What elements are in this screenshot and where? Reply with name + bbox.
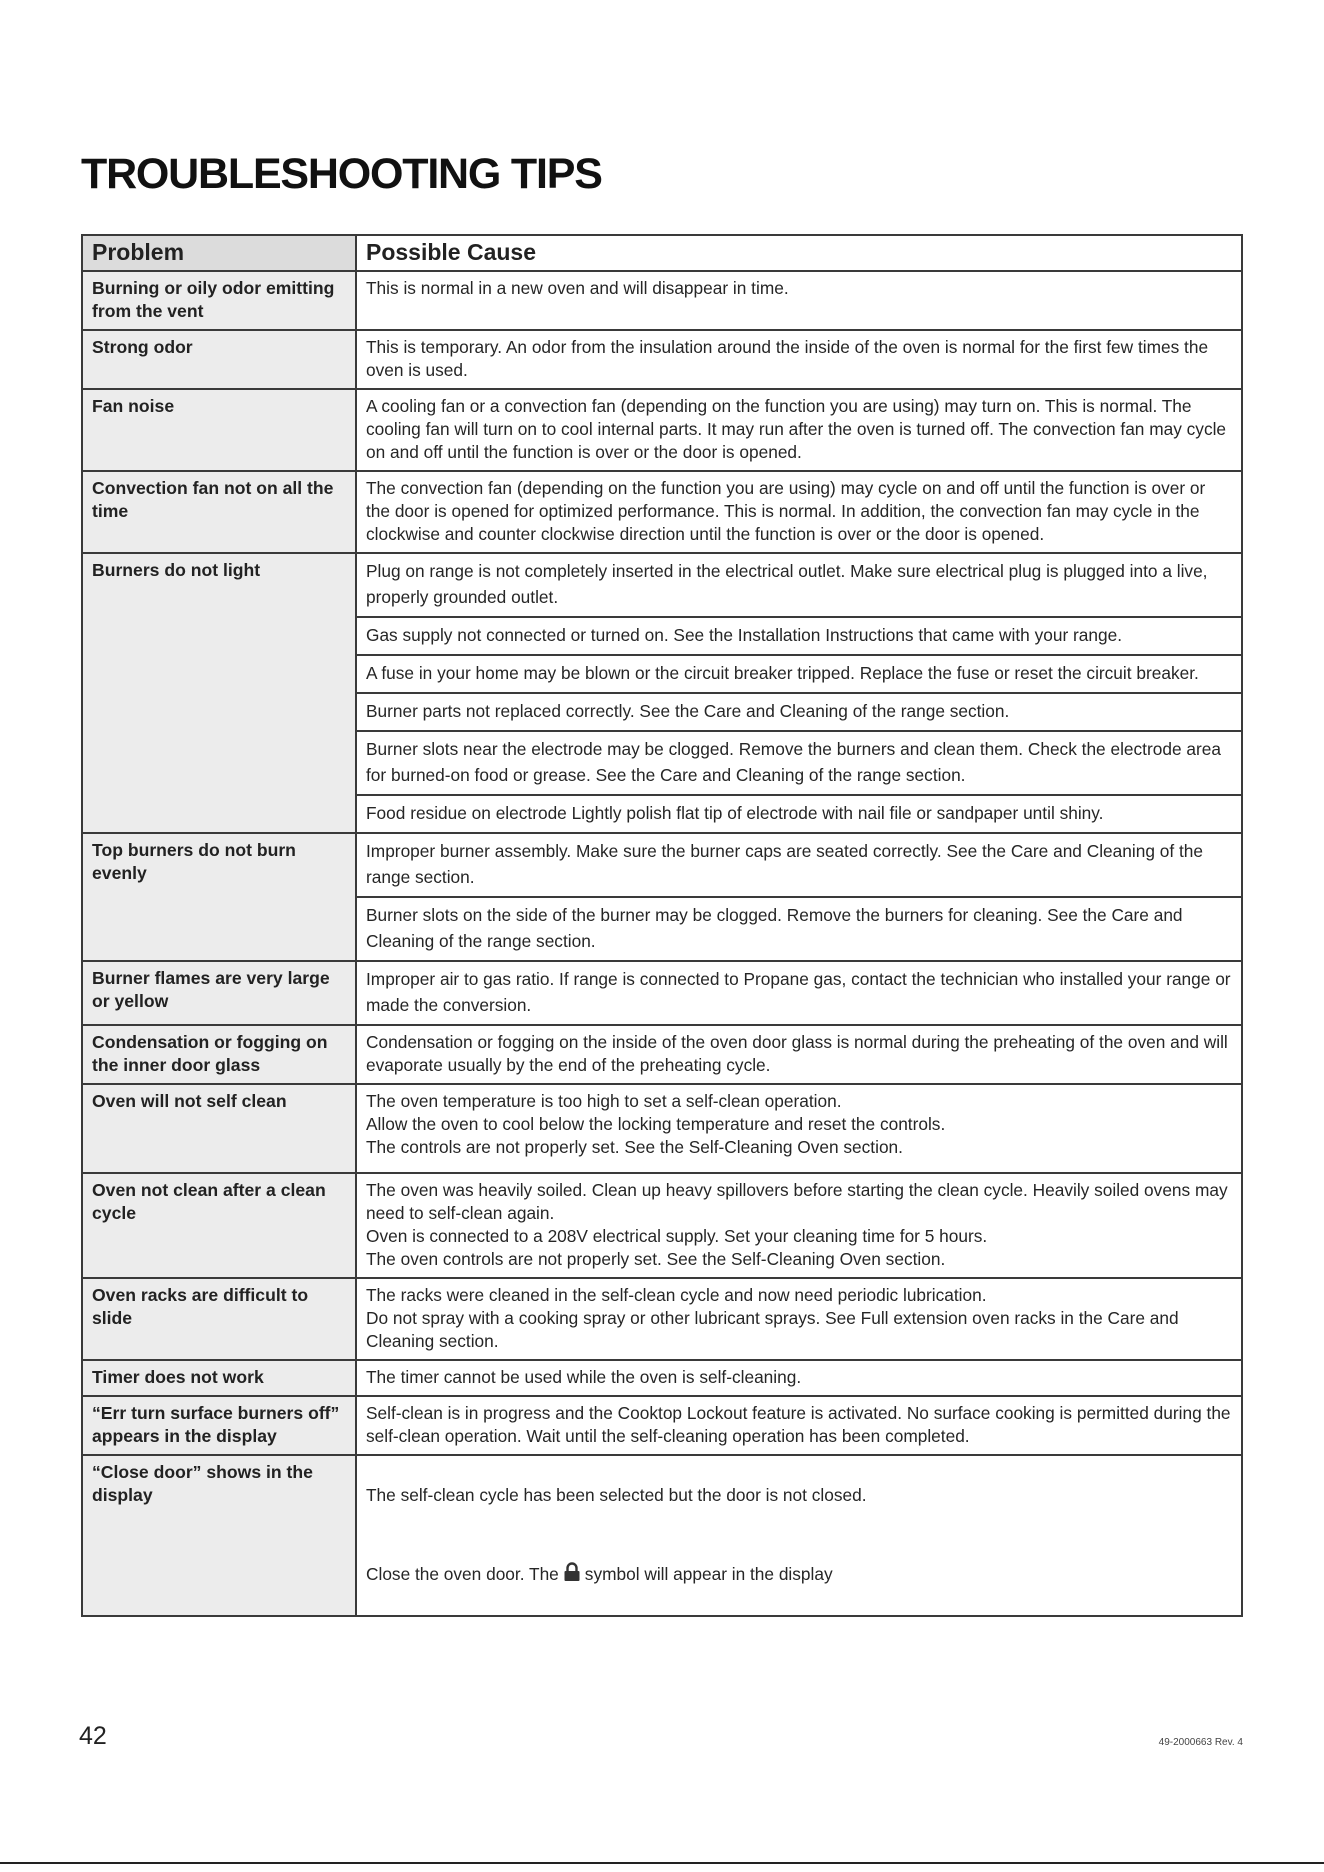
cause-cell: Self-clean is in progress and the Cooktop Lockout feature is activated. No surface cooking is permitted during the self-clean operation. Wait until the self-cleaning operation has been completed. [356, 1396, 1242, 1455]
bottom-rule [0, 1862, 1324, 1864]
table-row [82, 1025, 1242, 1084]
lock-icon [563, 1562, 581, 1582]
cause-cell: The convection fan (depending on the function you are using) may cycle on and off until the function is over or the door is opened for optimized performance. This is normal. In addition, the convection fan may cycle in the clockwise and counter clockwise direction until the function is over or the door is opened. [356, 471, 1242, 553]
cause-cell: Improper burner assembly. Make sure the burner caps are seated correctly. See the Care and Cleaning of the range section. [356, 833, 1242, 897]
problem-cell: Convection fan not on all the time [82, 471, 356, 553]
table-row [82, 330, 1242, 389]
header-possible-cause: Possible Cause [356, 235, 1242, 271]
table-row [82, 389, 1242, 471]
document-id: 49-2000663 Rev. 4 [1158, 1737, 1243, 1748]
cause-cell: This is temporary. An odor from the insulation around the inside of the oven is normal for the first few times the oven is used. [356, 330, 1242, 389]
cause-cell: Burner parts not replaced correctly. See the Care and Cleaning of the range section. [356, 693, 1242, 731]
cause-cell: The timer cannot be used while the oven is self-cleaning. [356, 1360, 1242, 1396]
page-title: TROUBLESHOOTING TIPS [81, 150, 602, 198]
table-row [82, 271, 1242, 330]
problem-cell: Oven not clean after a clean cycle [82, 1173, 356, 1278]
problem-cell: Strong odor [82, 330, 356, 389]
cause-cell: Burner slots near the electrode may be clogged. Remove the burners and clean them. Check the electrode area for burned-on food or grease. See the Care and Cleaning of the range section. [356, 731, 1242, 795]
table-row [82, 1278, 1242, 1360]
problem-cell: Top burners do not burn evenly [82, 833, 356, 961]
cause-cell: The oven temperature is too high to set a self-clean operation. Allow the oven to cool below the locking temperature and reset the controls. The controls are not properly set. See the Self-Cleaning Oven section. [356, 1084, 1242, 1173]
cause-line: Close the oven door. The symbol will appear in the display [366, 1564, 833, 1584]
problem-cell: “Err turn surface burners off” appears in the display [82, 1396, 356, 1455]
table-header-row [82, 235, 1242, 271]
cause-cell: Plug on range is not completely inserted in the electrical outlet. Make sure electrical plug is plugged into a live, properly grounded outlet. [356, 553, 1242, 617]
cause-cell: A cooling fan or a convection fan (depending on the function you are using) may turn on. This is normal. The cooling fan will turn on to cool internal parts. It may run after the oven is turned off. The convection fan may cycle on and off until the function is over or the door is opened. [356, 389, 1242, 471]
problem-cell: Fan noise [82, 389, 356, 471]
problem-cell: Burning or oily odor emitting from the vent [82, 271, 356, 330]
table-row [82, 833, 1242, 897]
cause-cell: A fuse in your home may be blown or the circuit breaker tripped. Replace the fuse or reset the circuit breaker. [356, 655, 1242, 693]
problem-cell: Burner flames are very large or yellow [82, 961, 356, 1025]
problem-cell: Condensation or fogging on the inner door glass [82, 1025, 356, 1084]
problem-cell: Oven will not self clean [82, 1084, 356, 1173]
table-row [82, 1084, 1242, 1173]
cause-cell [356, 1455, 1242, 1616]
cause-line: The self-clean cycle has been selected but the door is not closed. [366, 1485, 867, 1505]
table-row [82, 1360, 1242, 1396]
cause-cell: Food residue on electrode Lightly polish flat tip of electrode with nail file or sandpaper until shiny. [356, 795, 1242, 833]
problem-cell: Oven racks are difficult to slide [82, 1278, 356, 1360]
table-row [82, 961, 1242, 1025]
problem-cell: “Close door” shows in the display [82, 1455, 356, 1616]
cause-cell: Condensation or fogging on the inside of the oven door glass is normal during the preheating of the oven and will evaporate usually by the end of the preheating cycle. [356, 1025, 1242, 1084]
problem-cell: Timer does not work [82, 1360, 356, 1396]
table-row [82, 1173, 1242, 1278]
problem-cell: Burners do not light [82, 553, 356, 833]
cause-cell: The oven was heavily soiled. Clean up heavy spillovers before starting the clean cycle. Heavily soiled ovens may need to self-clean again. Oven is connected to a 208V electrical supply. Set your cleaning time for 5 hours. The oven controls are not properly set. See the Self-Cleaning Oven section. [356, 1173, 1242, 1278]
table-row [82, 471, 1242, 553]
cause-cell: This is normal in a new oven and will disappear in time. [356, 271, 1242, 330]
troubleshooting-table [81, 234, 1243, 1617]
cause-cell: Improper air to gas ratio. If range is connected to Propane gas, contact the technician who installed your range or made the conversion. [356, 961, 1242, 1025]
page-number: 42 [79, 1722, 107, 1750]
table-row [82, 1455, 1242, 1616]
cause-cell: Gas supply not connected or turned on. See the Installation Instructions that came with your range. [356, 617, 1242, 655]
header-problem: Problem [82, 235, 356, 271]
cause-cell: The racks were cleaned in the self-clean cycle and now need periodic lubrication. Do not spray with a cooking spray or other lubricant sprays. See Full extension oven racks in the Care and Cleaning section. [356, 1278, 1242, 1360]
table-row [82, 553, 1242, 617]
table-row [82, 1396, 1242, 1455]
cause-cell: Burner slots on the side of the burner may be clogged. Remove the burners for cleaning. See the Care and Cleaning of the range section. [356, 897, 1242, 961]
